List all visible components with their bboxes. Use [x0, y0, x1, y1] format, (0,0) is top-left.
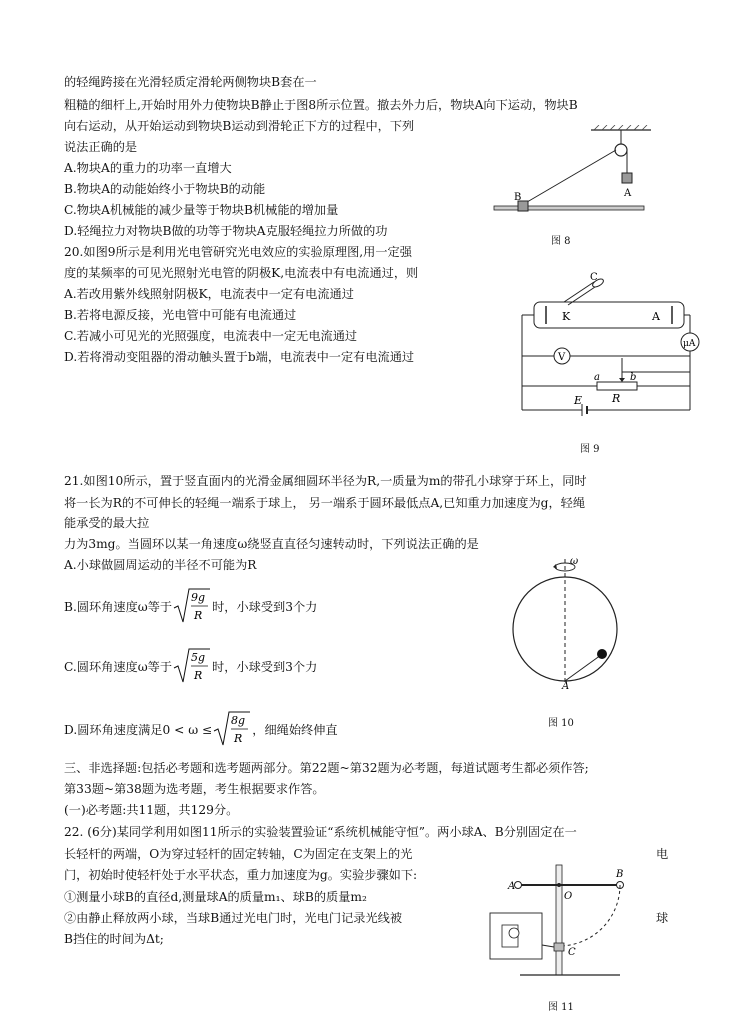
q21-option-c: C.圆环角速度ω等于 5g R 时，小球受到3个力	[64, 646, 317, 686]
svg-text:A: A	[652, 310, 660, 323]
figure-10-caption: 图 10	[548, 718, 574, 729]
svg-text:A: A	[508, 881, 516, 892]
q21-option-a: A.小球做圆周运动的半径不可能为R	[64, 558, 257, 572]
q19-line-3: 向右运动，从开始运动到物块B运动到滑轮正下方的过程中，下列	[64, 119, 415, 133]
q21-option-b: B.圆环角速度ω等于 9g R 时，小球受到3个力	[64, 586, 317, 626]
svg-text:C: C	[590, 272, 598, 283]
q20-option-a: A.若改用紫外线照射阴极K，电流表中一定有电流通过	[64, 287, 354, 301]
svg-text:5g: 5g	[191, 651, 206, 664]
svg-text:R: R	[194, 609, 203, 622]
svg-text:R: R	[234, 732, 243, 745]
svg-text:b: b	[630, 372, 637, 383]
svg-text:E: E	[574, 394, 583, 407]
svg-text:R: R	[612, 392, 621, 405]
figure-8	[486, 125, 656, 255]
svg-text:A: A	[562, 681, 570, 690]
figure-9	[512, 272, 702, 417]
sqrt-icon	[172, 586, 212, 626]
q22-line-3: 门，初始时使轻杆处于水平状态，重力加速度为g。实验步骤如下:	[64, 868, 418, 882]
q22-line-1: 22. (6分)某同学利用如图11所示的实验装置验证“系统机械能守恒”。两小球A、B分别固定在一	[64, 825, 577, 839]
svg-text:8g: 8g	[231, 714, 246, 727]
svg-text:ω: ω	[570, 556, 579, 567]
svg-text:9g: 9g	[191, 591, 206, 604]
q20-option-b: B.若将电源反接，光电管中可能有电流通过	[64, 308, 297, 322]
sqrt-icon	[212, 709, 252, 749]
q19-option-c: C.物块A机械能的减少量等于物块B机械能的增加量	[64, 203, 339, 217]
q21-line-1: 21.如图10所示，置于竖直面内的光滑金属细圆环半径为R,一质量为m的带孔小球穿于环上，同时	[64, 474, 587, 488]
q19-option-a: A.物块A的重力的功率一直增大	[64, 161, 232, 175]
label-a: A	[624, 188, 632, 199]
q21-line-4: 力为3mg。当圆环以某一角速度ω绕竖直直径匀速转动时，下列说法正确的是	[64, 537, 479, 551]
svg-text:R: R	[194, 669, 203, 682]
q22-line-2: 长轻杆的两端，O为穿过轻杆的固定转轴，C为固定在支架上的光	[64, 847, 413, 861]
section3-line-1: 三、非选择题:包括必考题和选考题两部分。第22题~第32题为必考题，每道试题考生都必须作答;	[64, 761, 589, 775]
ball	[597, 649, 607, 659]
svg-text:B: B	[616, 869, 624, 880]
figure-11-caption: 图 11	[548, 1002, 574, 1013]
q20-line-1: 20.如图9所示是利用光电管研究光电效应的实验原理图,用一定强	[64, 245, 412, 259]
figure-8-caption: 图 8	[551, 236, 571, 247]
block-a	[622, 173, 632, 183]
q22-line-6: B挡住的时间为Δt;	[64, 932, 164, 946]
q19-option-b: B.物块A的动能始终小于物块B的动能	[64, 182, 266, 196]
svg-text:K: K	[562, 310, 571, 323]
stand	[556, 865, 562, 975]
q22-line-4: ①测量小球B的直径d,测量球A的质量m₁、球B的质量m₂	[64, 890, 367, 904]
svg-text:O: O	[564, 891, 573, 902]
rheostat	[597, 382, 637, 390]
q21-option-d: D.圆环角速度满足0 < ω ≤ 8g R ，细绳始终伸直	[64, 709, 338, 749]
q19-option-d: D.轻绳拉力对物块B做的功等于物块A克服轻绳拉力所做的功	[64, 224, 388, 238]
svg-text:μA: μA	[683, 339, 696, 349]
q19-line-4: 说法正确的是	[64, 140, 138, 154]
q21-line-3: 能承受的最大拉	[64, 516, 150, 530]
rod	[494, 206, 644, 210]
sqrt-icon	[172, 646, 212, 686]
svg-text:a: a	[594, 372, 600, 383]
svg-text:C: C	[568, 947, 576, 958]
pulley-icon	[615, 144, 627, 156]
section3-line-2: 第33题~第38题为选考题，考生根据要求作答。	[64, 782, 325, 796]
figure-11	[480, 855, 640, 985]
q20-option-c: C.若减小可见光的光照强度，电流表中一定无电流通过	[64, 329, 358, 343]
q22-line-5: ②由静止释放两小球，当球B通过光电门时，光电门记录光线被	[64, 911, 403, 925]
phototube	[534, 302, 684, 328]
q19-line-2: 粗糙的细杆上,开始时用外力使物块B静止于图8所示位置。撤去外力后，物块A向下运动，物块B	[64, 98, 578, 112]
photogate	[554, 943, 564, 951]
q20-line-2: 度的某频率的可见光照射光电管的阴极K,电流表中有电流通过，则	[64, 266, 419, 280]
figure-10	[505, 555, 625, 690]
label-b: B	[514, 192, 522, 203]
q22-tail-2: 球	[656, 911, 669, 925]
q20-option-d: D.若将滑动变阻器的滑动触头置于b端，电流表中一定有电流通过	[64, 350, 415, 364]
q21-line-2: 将一长为R的不可伸长的轻绳一端系于球上， 另一端系于圆环最低点A,已知重力加速度为g，轻绳	[64, 496, 586, 510]
q19-line-1: 的轻绳跨接在光滑轻质定滑轮两侧物块B套在一	[64, 75, 317, 89]
q22-tail-1: 电	[656, 847, 669, 861]
svg-text:V: V	[558, 352, 566, 363]
section3-line-3: (一)必考题:共11题，共129分。	[64, 803, 239, 817]
figure-9-caption: 图 9	[580, 444, 600, 455]
